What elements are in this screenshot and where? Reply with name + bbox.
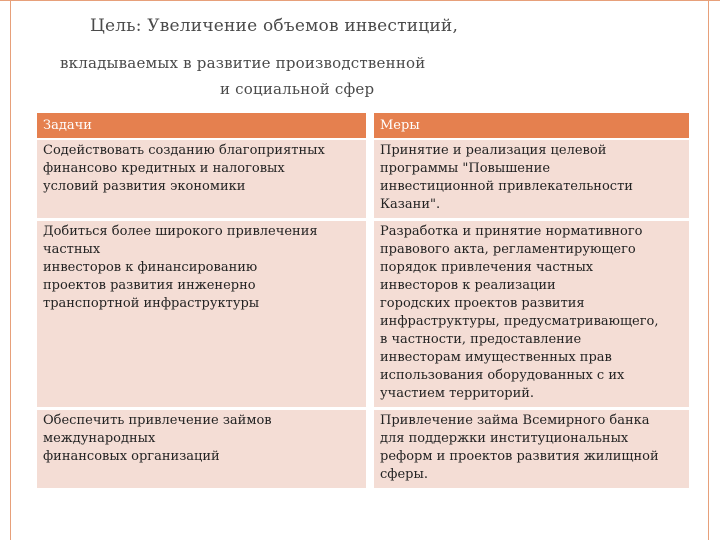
measure-cell <box>370 220 689 409</box>
title-line-3: и социальной сфер <box>220 80 375 98</box>
measure-cell <box>370 409 689 490</box>
frame-right-line <box>708 0 709 540</box>
frame-left-line <box>10 0 11 540</box>
task-text: Содействовать созданию благоприятных финансово кредитных и налоговых условий развития экономики <box>43 143 325 194</box>
task-cell <box>37 409 370 490</box>
tasks-measures-table <box>37 113 689 491</box>
title-line-2: вкладываемых в развитие производственной <box>60 54 426 72</box>
table-row <box>37 139 689 220</box>
task-cell <box>37 220 370 409</box>
task-text: Добиться более широкого привлечения частных инвесторов к финансированию проектов развития инженерно транспортной инфраструктуры <box>43 224 318 311</box>
table-row <box>37 220 689 409</box>
table-row <box>37 409 689 490</box>
measure-text: Привлечение займа Всемирного банка для поддержки институциональных реформ и проектов развития жилищной сферы. <box>380 413 659 482</box>
table-header-row <box>37 113 689 139</box>
title-line-1: Цель: Увеличение объемов инвестиций, <box>90 16 459 36</box>
task-text: Обеспечить привлечение займов международных финансовых организаций <box>43 413 272 464</box>
measure-text: Принятие и реализация целевой программы "Повышение инвестиционной привлекательности Казани". <box>380 143 633 212</box>
header-tasks: Задачи <box>37 113 370 139</box>
measure-cell <box>370 139 689 220</box>
measure-text: Разработка и принятие нормативного правового акта, регламентирующего порядок привлечения частных инвесторов к реализации городских проектов развития инфраструктуры, предусматривающего, в частности, предоставление инвесторам имущественных прав использования оборудованных с их участием территорий. <box>380 224 659 401</box>
frame-top-line <box>0 0 720 1</box>
header-measures: Меры <box>370 113 689 139</box>
task-cell <box>37 139 370 220</box>
slide-title <box>40 8 680 108</box>
